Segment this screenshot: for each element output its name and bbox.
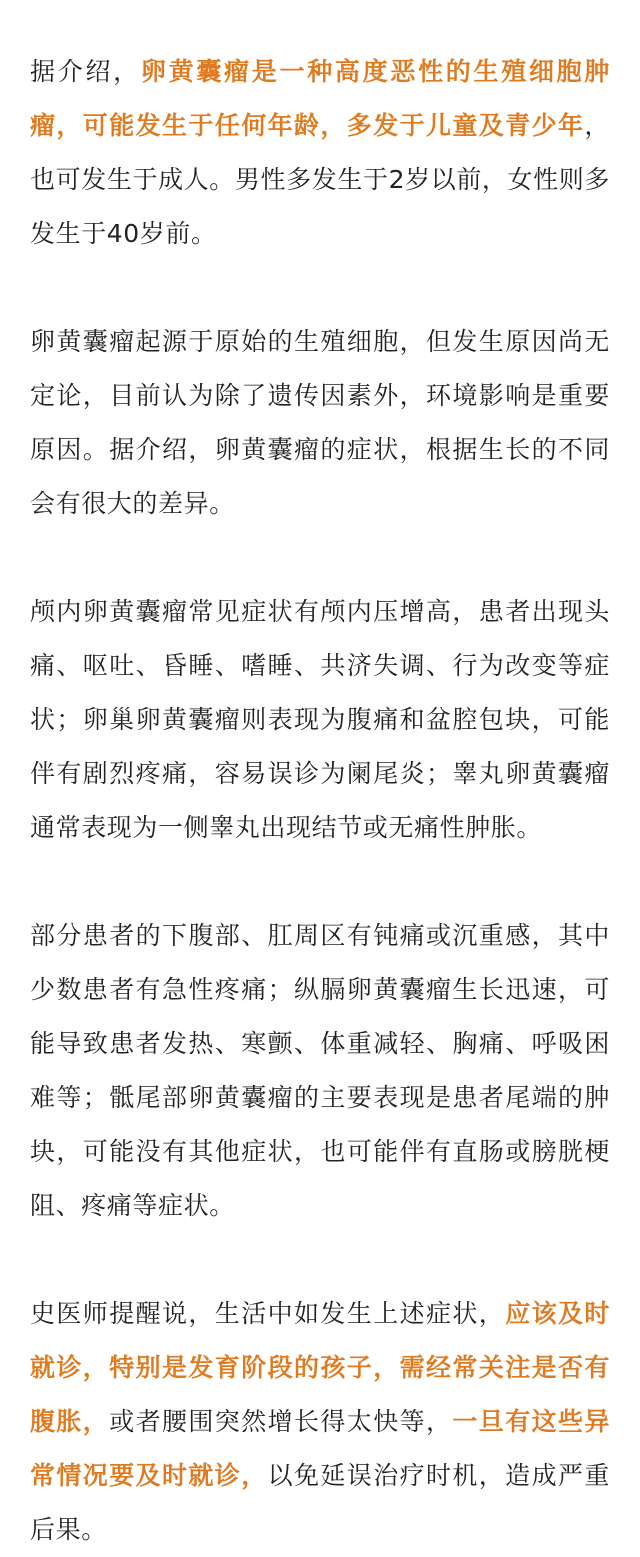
paragraph-text: 史医师提醒说，生活中如发生上述症状， (30, 1299, 506, 1328)
paragraph-symptoms-more (30, 909, 610, 1233)
paragraph-symptoms (30, 585, 610, 855)
paragraph-text: 或者腰围突然增长得太快等， (109, 1407, 453, 1436)
highlighted-text: 卵黄囊瘤是一种高度恶性的生殖细胞肿瘤，可能发生于任何年龄，多发于儿童及青少年 (30, 57, 611, 140)
paragraph-text: 以免延误治疗时机，造成严重后果。 (30, 1461, 610, 1544)
highlighted-text: 一旦有这些异常情况要及时就诊， (30, 1407, 610, 1490)
paragraph-text: 据介绍， (30, 57, 141, 86)
paragraph-intro (30, 45, 610, 261)
paragraph-text: 颅内卵黄囊瘤常见症状有颅内压增高，患者出现头痛、呕吐、昏睡、嗜睡、共济失调、行为改变等症状；卵巢卵黄囊瘤则表现为腹痛和盆腔包块，可能伴有剧烈疼痛，容易误诊为阑尾炎；睾丸卵黄囊瘤通常表现为一侧睾丸出现结节或无痛性肿胀。 (30, 597, 610, 842)
paragraph-text: 部分患者的下腹部、肛周区有钝痛或沉重感，其中少数患者有急性疼痛；纵膈卵黄囊瘤生长迅速，可能导致患者发热、寒颤、体重减轻、胸痛、呼吸困难等；骶尾部卵黄囊瘤的主要表现是患者尾端的肿块，可能没有其他症状，也可能伴有直肠或膀胱梗阻、疼痛等症状。 (30, 921, 610, 1220)
paragraph-text: ，也可发生于成人。男性多发生于2岁以前，女性则多发生于40岁前。 (30, 111, 610, 248)
highlighted-text: 应该及时就诊，特别是发育阶段的孩子，需经常关注是否有腹胀， (30, 1299, 610, 1436)
paragraph-origin (30, 315, 610, 531)
paragraph-text: 卵黄囊瘤起源于原始的生殖细胞，但发生原因尚无定论，目前认为除了遗传因素外，环境影响是重要原因。据介绍，卵黄囊瘤的症状，根据生长的不同会有很大的差异。 (30, 327, 610, 518)
paragraph-advice (30, 1287, 610, 1557)
